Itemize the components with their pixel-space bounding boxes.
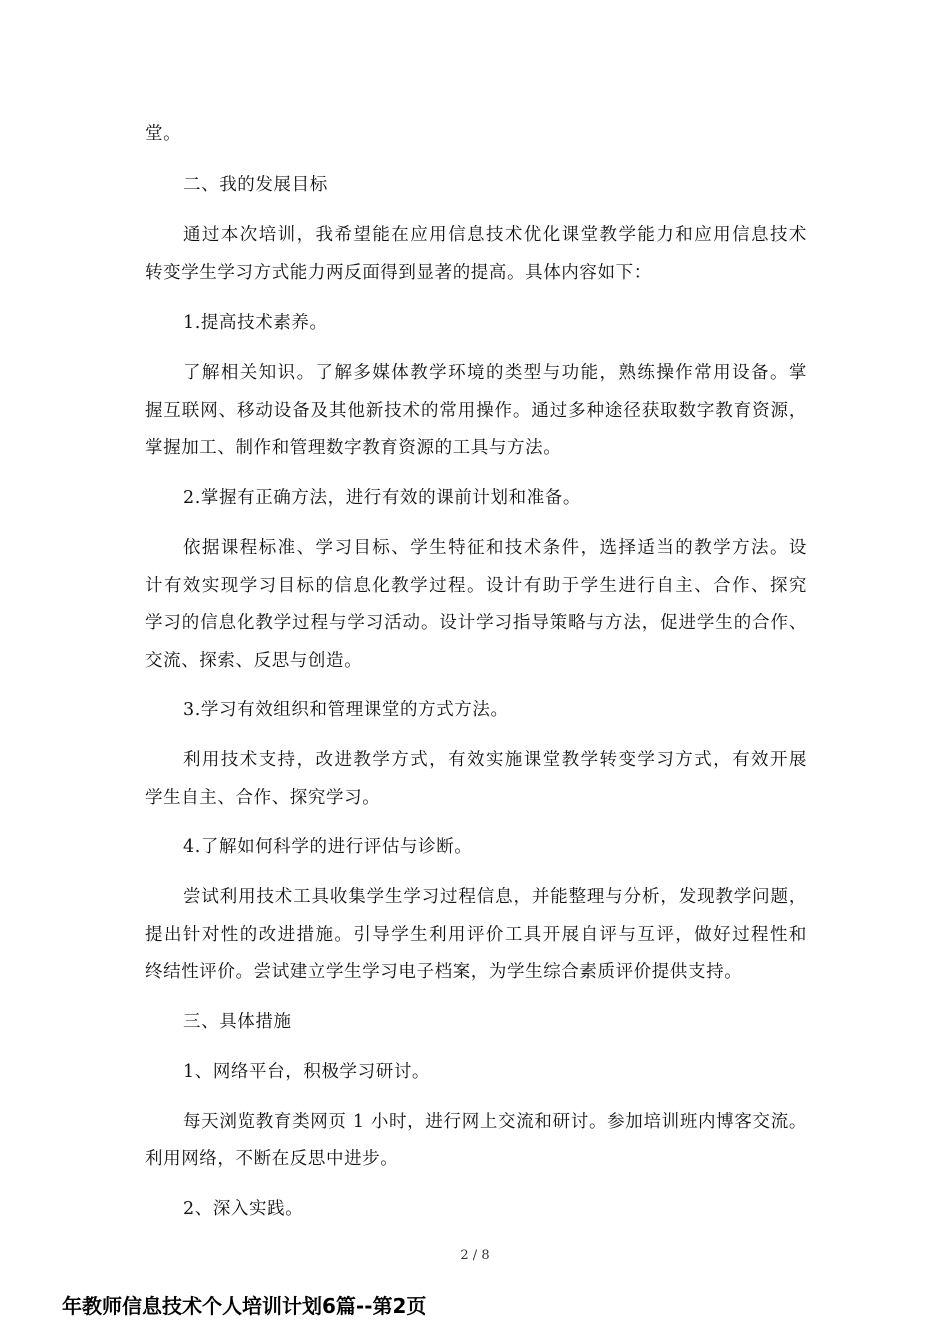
paragraph-line: 计有效实现学习目标的信息化教学过程。设计有助于学生进行自主、合作、探究	[145, 576, 807, 596]
paragraph-line: 握互联网、移动设备及其他新技术的常用操作。通过多种途径获取数字教育资源，	[145, 401, 807, 421]
list-item-heading: 1.提高技术素养。	[183, 313, 328, 333]
paragraph-line: 利用技术支持，改进教学方式，有效实施课堂教学转变学习方式，有效开展	[183, 750, 807, 770]
list-item-heading: 1、网络平台，积极学习研讨。	[183, 1062, 431, 1082]
paragraph-line: 尝试利用技术工具收集学生学习过程信息，并能整理与分析，发现教学问题，	[183, 887, 807, 907]
paragraph-line: 学生自主、合作、探究学习。	[145, 788, 381, 808]
paragraph-line: 通过本次培训，我希望能在应用信息技术优化课堂教学能力和应用信息技术	[183, 225, 807, 245]
list-item-heading: 4.了解如何科学的进行评估与诊断。	[183, 837, 473, 857]
section-heading: 三、具体措施	[183, 1012, 292, 1032]
list-item-heading: 3.学习有效组织和管理课堂的方式方法。	[183, 700, 509, 720]
paragraph-line: 提出针对性的改进措施。引导学生利用评价工具开展自评与互评，做好过程性和	[145, 925, 807, 945]
paragraph-line: 堂。	[145, 124, 182, 144]
paragraph-line: 依据课程标准、学习目标、学生特征和技术条件，选择适当的教学方法。设	[183, 538, 807, 558]
section-heading: 二、我的发展目标	[183, 175, 328, 195]
paragraph-line: 了解相关知识。了解多媒体教学环境的类型与功能，熟练操作常用设备。掌	[183, 363, 807, 383]
list-item-heading: 2.掌握有正确方法，进行有效的课前计划和准备。	[183, 488, 581, 508]
paragraph-line: 利用网络，不断在反思中进步。	[145, 1149, 399, 1169]
paragraph-line: 交流、探索、反思与创造。	[145, 651, 363, 671]
list-item-heading: 2、深入实践。	[183, 1199, 304, 1219]
paragraph-line: 学习的信息化教学过程与学习活动。设计学习指导策略与方法，促进学生的合作、	[145, 613, 807, 633]
paragraph-line: 终结性评价。尝试建立学生学习电子档案，为学生综合素质评价提供支持。	[145, 962, 743, 982]
paragraph-line: 转变学生学习方式能力两反面得到显著的提高。具体内容如下：	[145, 263, 652, 283]
paragraph-line: 每天浏览教育类网页 1 小时，进行网上交流和研讨。参加培训班内博客交流。	[183, 1112, 807, 1132]
footer-title: 年教师信息技术个人培训计划6篇--第2页	[62, 1294, 427, 1318]
page-number: 2 / 8	[460, 1248, 490, 1263]
paragraph-line: 掌握加工、制作和管理数字教育资源的工具与方法。	[145, 438, 562, 458]
